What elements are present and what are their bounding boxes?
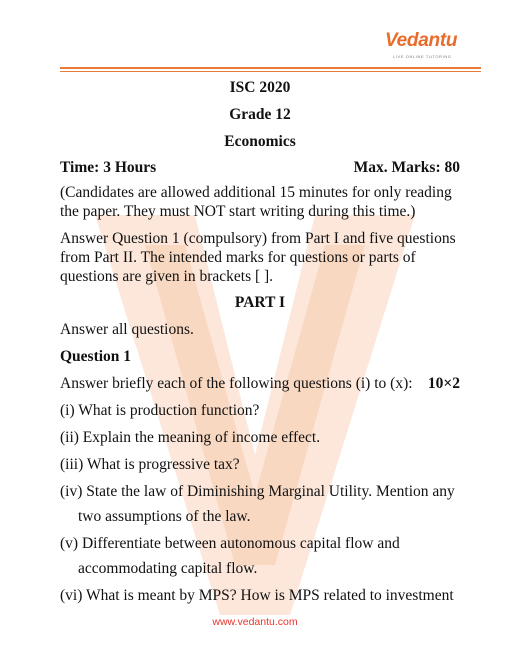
question-stem: Answer briefly each of the following questions (i) to (x): <box>60 375 413 392</box>
footer-url[interactable]: www.vedantu.com <box>212 616 298 628</box>
question-item: (iii) What is progressive tax? <box>60 456 240 473</box>
question-stem-row <box>60 374 460 393</box>
answer-instructions: Answer Question 1 (compulsory) from Part I and five questions from Part II. The intended marks for questions or parts of questions are given in brackets [ ]. <box>60 230 456 285</box>
question-item: (v) Differentiate between autonomous capital flow and <box>60 535 400 552</box>
logo-subtitle: LIVE ONLINE TUTORING <box>393 54 452 59</box>
question-item-continuation: accommodating capital flow. <box>78 560 258 577</box>
question-title: Question 1 <box>60 348 132 365</box>
question-marks: 10×2 <box>427 375 460 392</box>
vedantu-logo <box>375 30 475 62</box>
question-item-continuation: two assumptions of the law. <box>78 508 251 525</box>
question-item: (i) What is production function? <box>60 402 260 419</box>
part-title: PART I <box>234 294 286 311</box>
reading-time-note: (Candidates are allowed additional 15 minutes for only reading the paper. They must NOT start writing during this time.) <box>60 184 452 220</box>
paper-content <box>60 78 460 605</box>
subject-title: Economics <box>224 133 296 150</box>
question-item: (ii) Explain the meaning of income effect. <box>60 429 321 446</box>
header-rule-thick <box>60 67 481 69</box>
time-label: Time: 3 Hours <box>60 159 157 176</box>
question-item: (vi) What is meant by MPS? How is MPS related to investment <box>60 587 454 604</box>
exam-title: ISC 2020 <box>229 79 291 96</box>
max-marks-label: Max. Marks: 80 <box>353 159 460 176</box>
logo-text: Vedantu <box>385 30 458 51</box>
time-marks-row <box>60 158 460 177</box>
grade-title: Grade 12 <box>229 106 291 123</box>
header-rule-thin <box>60 71 481 72</box>
question-item: (iv) State the law of Diminishing Marginal Utility. Mention any <box>60 483 455 500</box>
part-instruction: Answer all questions. <box>60 321 194 338</box>
